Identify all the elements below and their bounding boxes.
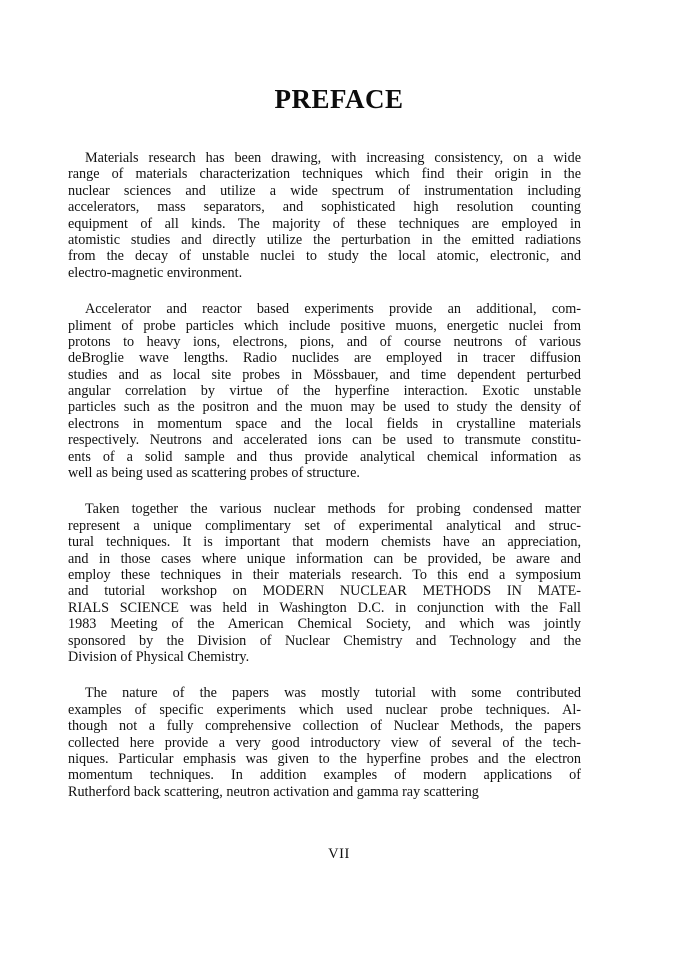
paragraph-line: niques. Particular emphasis was given to the hyperfine probes and the electron xyxy=(68,750,581,767)
paragraph-line: sponsored by the Division of Nuclear Chemistry and Technology and the xyxy=(68,632,581,649)
paragraph-line: deBroglie wave lengths. Radio nuclides are employed in tracer diffusion xyxy=(68,350,581,367)
paragraph-line: Accelerator and reactor based experiments provide an additional, com- xyxy=(85,301,581,318)
paragraph xyxy=(68,501,581,665)
paragraph-line: represent a unique complimentary set of experimental analytical and struc- xyxy=(68,517,581,534)
paragraph-line: Division of Physical Chemistry. xyxy=(68,648,250,665)
page-number: VII xyxy=(328,846,350,862)
paragraph-line: momentum techniques. In addition examples of modern applications of xyxy=(68,767,581,784)
paragraph-line: RIALS SCIENCE was held in Washington D.C. in conjunction with the Fall xyxy=(68,599,581,616)
paragraph xyxy=(68,685,581,800)
paragraph-line: atomistic studies and directly utilize the perturbation in the emitted radiations xyxy=(68,231,581,248)
paragraph-line: and tutorial workshop on MODERN NUCLEAR METHODS IN MATE- xyxy=(68,583,581,600)
paragraph-line: electrons in momentum space and the local fields in crystalline materials xyxy=(68,415,581,432)
paragraph-line: respectively. Neutrons and accelerated ions can be used to transmute constitu- xyxy=(68,432,581,449)
paragraph-line: electro-magnetic environment. xyxy=(68,264,243,281)
paragraph-line: examples of specific experiments which used nuclear probe techniques. Al- xyxy=(68,701,581,718)
paragraph-line: angular correlation by virtue of the hyperfine interaction. Exotic unstable xyxy=(68,383,581,400)
paragraph-line: employ these techniques in their materials research. To this end a symposium xyxy=(68,566,581,583)
paragraph-line: though not a fully comprehensive collection of Nuclear Methods, the papers xyxy=(68,718,581,735)
page-title: PREFACE xyxy=(274,84,404,114)
paragraph-line: accelerators, mass separators, and sophisticated high resolution counting xyxy=(68,199,581,216)
paragraph-line: equipment of all kinds. The majority of these techniques are employed in xyxy=(68,215,581,232)
paragraph xyxy=(68,150,581,281)
paragraph-line: Rutherford back scattering, neutron activation and gamma ray scattering xyxy=(68,783,479,800)
paragraph-line: collected here provide a very good introductory view of several of the tech- xyxy=(68,734,581,751)
paragraph-line: well as being used as scattering probes of structure. xyxy=(68,465,360,482)
paragraph-line: nuclear sciences and utilize a wide spectrum of instrumentation including xyxy=(68,182,581,199)
paragraph-line: Taken together the various nuclear methods for probing condensed matter xyxy=(85,501,581,518)
body-text xyxy=(68,150,581,820)
paragraph-line: The nature of the papers was mostly tutorial with some contributed xyxy=(85,685,581,702)
paragraph-line: pliment of probe particles which include positive muons, energetic nuclei from xyxy=(68,317,581,334)
paragraph-line: from the decay of unstable nuclei to study the local atomic, electronic, and xyxy=(68,248,581,265)
paragraph-line: tural techniques. It is important that modern chemists have an appreciation, xyxy=(68,534,581,551)
paragraph-line: range of materials characterization techniques which find their origin in the xyxy=(68,166,581,183)
paragraph-line: and in those cases where unique information can be provided, be aware and xyxy=(68,550,581,567)
paragraph-line: protons to heavy ions, electrons, pions, and of course neutrons of various xyxy=(68,333,581,350)
paragraph xyxy=(68,301,581,481)
paragraph-line: ents of a solid sample and thus provide analytical chemical information as xyxy=(68,448,581,465)
paragraph-line: studies and as local site probes in Mössbauer, and time dependent perturbed xyxy=(68,366,581,383)
paragraph-line: Materials research has been drawing, with increasing consistency, on a wide xyxy=(85,150,581,166)
paragraph-line: particles such as the positron and the muon may be used to study the density of xyxy=(68,399,581,416)
paragraph-line: 1983 Meeting of the American Chemical Society, and which was jointly xyxy=(68,616,581,633)
